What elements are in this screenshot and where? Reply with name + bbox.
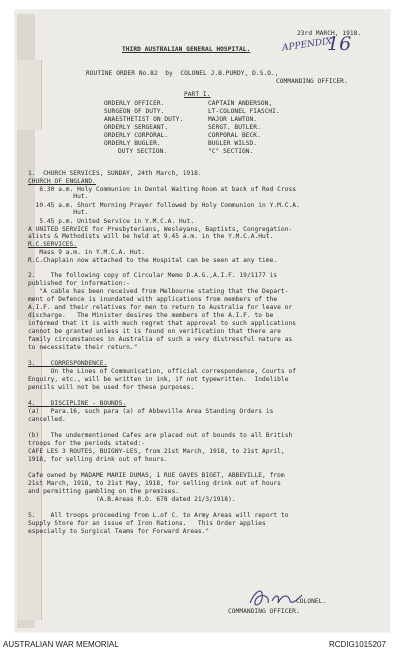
commanding-officer-line: COMMANDING OFFICER. bbox=[276, 78, 348, 85]
text-line: A.I.F. and their relatives for men to return to Australia for leave or bbox=[28, 304, 293, 311]
text-line: A UNITED SERVICE for Presbyterians, Wesleyans, Baptists, Congregation- bbox=[28, 226, 293, 233]
text-line: 5. All troops proceeding from L.of C. to Army Areas will report to bbox=[28, 512, 289, 519]
roster-role: DUTY SECTION. bbox=[118, 148, 168, 155]
text-line: to necessitate their return." bbox=[28, 344, 138, 351]
signature-title: COMMANDING OFFICER. bbox=[228, 608, 300, 615]
text-line: cancelled. bbox=[28, 416, 66, 423]
roster-name: CORPORAL BECK. bbox=[208, 132, 261, 139]
text-line: (b) The undermentioned Cafes are placed out of bounds to all British bbox=[28, 432, 293, 439]
roster-name: CAPTAIN ANDERSON, bbox=[208, 100, 273, 107]
roster-name: SERGT. BUTLER. bbox=[208, 124, 261, 131]
text-line: informed that it is with much regret that approval to such applications bbox=[28, 320, 297, 327]
roster-name: MAJOR LAWTON. bbox=[208, 116, 258, 123]
text-line: ment of Defence is inundated with applications from members of the bbox=[28, 296, 278, 303]
roster-name: BUGLER WILSD. bbox=[208, 140, 258, 147]
roster-role: ORDERLY SERGEANT. bbox=[104, 124, 169, 131]
roster-name: "C" SECTION. bbox=[208, 148, 254, 155]
text-line: family circumstances in Australia of such a very distressful nature as bbox=[28, 336, 293, 343]
text-line: troops for the periods stated:- bbox=[28, 440, 146, 447]
text-line: Hut. bbox=[28, 209, 89, 216]
text-line: especially to Surgical Teams for Forward Areas." bbox=[28, 528, 210, 535]
order-line: ROUTINE ORDER No.82 by COLONEL J.B.PURDY, D.S.O., bbox=[86, 70, 279, 77]
text-line: On the Lines of Communication, official correspondence, Courts of bbox=[28, 368, 297, 375]
text-line: Enquiry, etc., will be written in ink, if not typewritten. Indelible bbox=[28, 376, 289, 383]
text-line: (A.B.Areas R.O. 678 dated 21/3/1918). bbox=[28, 496, 236, 503]
text-line: published for information:- bbox=[28, 280, 130, 287]
text-line: R.C.Chaplain now attached to the Hospital can be seen at any time. bbox=[28, 257, 278, 264]
text-line: 4. DISCIPLINE - BOUNDS. bbox=[28, 400, 127, 407]
roster-role: ORDERLY OFFICER. bbox=[104, 100, 165, 107]
text-line: 10.45 a.m. Short Morning Prayer followed by Holy Communion in Y.M.C.A. bbox=[28, 202, 300, 209]
text-line: cannot be granted unless it is found on verification that there are bbox=[28, 328, 281, 335]
text-line: (a) Para.16, such para (a) of Abbeville Area Standing Orders is bbox=[28, 408, 274, 415]
text-line: Cafe owned by MADAME MARIE DUMAS, 1 RUE GAVES BIGET, ABBEVILLE, from bbox=[28, 472, 285, 479]
text-line: 1. CHURCH SERVICES, SUNDAY, 24th March, 1918. bbox=[28, 170, 202, 177]
roster-name: LT-COLONEL FIASCHI. bbox=[208, 108, 280, 115]
order-date: 23rd MARCH, 1918. bbox=[297, 30, 362, 37]
text-line: 21st March, 1918, to 21st May, 1918, for selling drink out of hours bbox=[28, 480, 281, 487]
roster-role: ORDERLY CORPORAL. bbox=[104, 132, 169, 139]
text-line: discharge. The Minister desires the members of the A.I.F. to be bbox=[28, 312, 274, 319]
roster-role: ANAESTHETIST ON DUTY. bbox=[104, 116, 184, 123]
text-line: 6.30 a.m. Holy Communion in Dental Waiting Room at back of Red Cross bbox=[28, 186, 297, 193]
text-line: and permitting gambling on the premises. bbox=[28, 488, 180, 495]
part-heading: PART I. bbox=[184, 91, 211, 98]
text-line: 5.45 p.m. United Service in Y.M.C.A. Hut. bbox=[28, 218, 195, 225]
roster-role: SURGEON OF DUTY. bbox=[104, 108, 165, 115]
roster-role: ORDERLY BUGLER. bbox=[104, 140, 161, 147]
text-line: "A cable has been received from Melbourne stating that the Depart- bbox=[28, 288, 289, 295]
text-line: R.C.SERVICES. bbox=[28, 241, 78, 248]
text-line: Supply Store for an issue of Iron Rations. This Order applies bbox=[28, 520, 266, 527]
signature-rank: COLONEL. bbox=[296, 598, 327, 605]
text-line: 2. The following copy of Circular Memo D.A.G.,A.I.F. 19/1177 is bbox=[28, 272, 278, 279]
torn-edge bbox=[17, 60, 42, 130]
footer-archive-name: AUSTRALIAN WAR MEMORIAL bbox=[3, 640, 119, 649]
text-line: alists & Methodists will be held at 9.45 a.m. in the Y.M.C.A.Hut. bbox=[28, 233, 274, 240]
appendix-stamp: APPENDIX bbox=[281, 36, 333, 54]
text-line: Hut. bbox=[28, 193, 89, 200]
text-line: CAFE LES 3 ROUTES, BUIGNY-LES, from 21st March, 1918, to 21st April, bbox=[28, 448, 285, 455]
text-line: 3. CORRESPONDENCE. bbox=[28, 360, 108, 367]
text-line: Mass 9 a.m. in Y.M.C.A. Hut. bbox=[28, 249, 146, 256]
text-line: pencils will not be used for these purposes. bbox=[28, 384, 195, 391]
appendix-number: 16 bbox=[327, 33, 352, 55]
footer-record-id: RCDIG1015207 bbox=[329, 640, 386, 649]
hospital-title: THIRD AUSTRALIAN GENERAL HOSPITAL. bbox=[122, 46, 251, 53]
text-line: 1918, for selling drink out of hours. bbox=[28, 456, 168, 463]
text-line: CHURCH OF ENGLAND. bbox=[28, 178, 96, 185]
